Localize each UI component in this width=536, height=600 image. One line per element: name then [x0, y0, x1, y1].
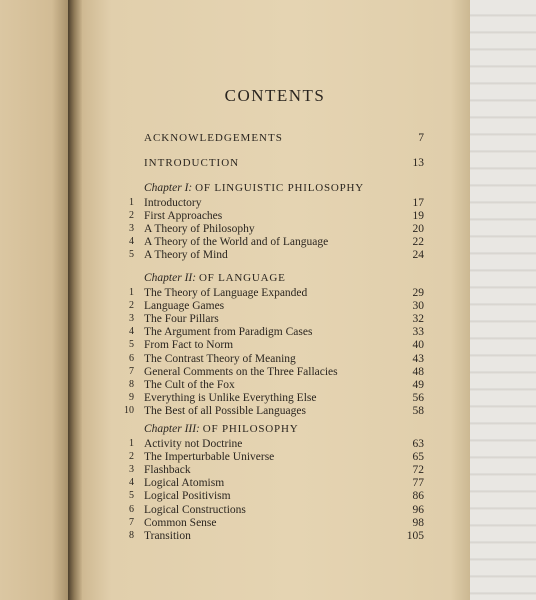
section-title: Introductory	[144, 197, 202, 209]
front-matter-title: INTRODUCTION	[144, 157, 240, 169]
section-title: Logical Constructions	[144, 503, 246, 516]
section-title: First Approaches	[144, 210, 223, 223]
section-number: 7	[129, 516, 134, 528]
section-page: 58	[412, 404, 424, 417]
section-number: 3	[129, 464, 134, 476]
background-surface	[468, 0, 536, 600]
toc-row	[80, 299, 470, 313]
section-title: The Argument from Paradigm Cases	[144, 326, 313, 339]
front-matter-title: ACKNOWLEDGEMENTS	[144, 132, 283, 144]
toc-row	[80, 489, 470, 503]
section-title: The Best of all Possible Languages	[144, 404, 306, 417]
section-number: 7	[129, 365, 134, 377]
section-number: 2	[129, 210, 134, 222]
front-matter-page: 7	[418, 132, 424, 144]
chapter-heading	[144, 271, 286, 285]
chapter-label: Chapter III:	[144, 423, 200, 435]
section-page: 40	[412, 339, 424, 352]
section-number: 2	[129, 451, 134, 463]
toc-row	[80, 312, 470, 326]
section-number: 8	[129, 378, 134, 390]
chapter-title: OF LINGUISTIC PHILOSOPHY	[195, 182, 365, 194]
toc-row	[80, 338, 470, 352]
section-page: 43	[412, 352, 424, 365]
section-number: 5	[129, 490, 134, 502]
front-matter-row	[80, 156, 470, 170]
section-title: The Four Pillars	[144, 313, 219, 326]
section-number: 4	[129, 477, 134, 489]
section-page: 33	[412, 326, 424, 339]
section-number: 3	[129, 313, 134, 325]
section-page: 65	[412, 451, 424, 464]
section-page: 77	[412, 477, 424, 490]
section-title: A Theory of Philosophy	[144, 223, 255, 236]
toc-row	[80, 463, 470, 477]
section-title: General Comments on the Three Fallacies	[144, 365, 338, 378]
section-title: Logical Positivism	[144, 490, 231, 503]
section-title: From Fact to Norm	[144, 339, 234, 352]
toc-row	[80, 352, 470, 366]
toc-row	[80, 391, 470, 405]
section-page: 24	[412, 249, 424, 262]
contents-page	[80, 0, 470, 600]
chapter-title: OF LANGUAGE	[198, 272, 286, 284]
section-title: Language Games	[144, 300, 225, 313]
toc-row	[80, 325, 470, 339]
section-title: A Theory of the World and of Language	[144, 236, 329, 249]
toc-row	[80, 196, 470, 210]
section-title: The Theory of Language Expanded	[144, 287, 308, 299]
section-page: 17	[412, 197, 424, 209]
section-page: 72	[412, 464, 424, 477]
front-matter-row	[80, 131, 470, 145]
section-page: 48	[412, 365, 424, 378]
section-page: 22	[412, 236, 424, 249]
section-page: 56	[412, 391, 424, 404]
front-matter-page: 13	[412, 157, 424, 169]
chapter-heading	[144, 422, 298, 436]
section-page: 30	[412, 300, 424, 313]
section-title: The Contrast Theory of Meaning	[144, 352, 296, 365]
section-number: 8	[129, 529, 134, 541]
section-number: 2	[129, 300, 134, 312]
chapter-title: OF PHILOSOPHY	[202, 423, 299, 435]
section-number: 1	[129, 438, 134, 449]
section-number: 9	[129, 391, 134, 403]
left-page-edge	[0, 0, 74, 600]
toc-row	[80, 437, 470, 451]
section-number: 6	[129, 352, 134, 364]
toc-row	[80, 235, 470, 249]
section-title: Common Sense	[144, 516, 217, 529]
section-number: 4	[129, 326, 134, 338]
toc-row	[80, 476, 470, 490]
section-page: 49	[412, 378, 424, 391]
section-number: 3	[129, 223, 134, 235]
section-page: 63	[412, 438, 424, 450]
toc-row	[80, 503, 470, 517]
section-page: 105	[406, 529, 424, 542]
section-number: 1	[129, 197, 134, 208]
section-page: 98	[412, 516, 424, 529]
section-page: 20	[412, 223, 424, 236]
section-number: 4	[129, 236, 134, 248]
section-page: 86	[412, 490, 424, 503]
toc-row	[80, 516, 470, 530]
section-title: Transition	[144, 529, 191, 542]
toc-row	[80, 529, 470, 543]
chapter-label: Chapter I:	[144, 182, 193, 194]
toc-row	[80, 450, 470, 464]
section-page: 32	[412, 313, 424, 326]
section-page: 29	[412, 287, 424, 299]
contents-heading: CONTENTS	[224, 86, 326, 105]
section-title: Flashback	[144, 464, 191, 477]
section-number: 5	[129, 249, 134, 261]
section-page: 96	[412, 503, 424, 516]
section-title: The Imperturbable Universe	[144, 451, 275, 464]
section-title: The Cult of the Fox	[144, 378, 235, 391]
section-number: 10	[124, 404, 134, 416]
section-number: 6	[129, 503, 134, 515]
section-number: 5	[129, 339, 134, 351]
book-gutter	[68, 0, 82, 600]
toc-row	[80, 365, 470, 379]
toc-row	[80, 209, 470, 223]
section-page: 19	[412, 210, 424, 223]
section-title: A Theory of Mind	[144, 249, 228, 262]
section-title: Activity not Doctrine	[144, 438, 243, 450]
toc-row	[80, 222, 470, 236]
toc-row	[80, 286, 470, 300]
chapter-label: Chapter II:	[144, 272, 197, 284]
section-title: Logical Atomism	[144, 477, 225, 490]
toc-row	[80, 378, 470, 392]
section-number: 1	[129, 287, 134, 298]
toc-row	[80, 248, 470, 262]
section-title: Everything is Unlike Everything Else	[144, 391, 317, 404]
toc-row	[80, 404, 470, 418]
chapter-heading	[144, 181, 364, 195]
